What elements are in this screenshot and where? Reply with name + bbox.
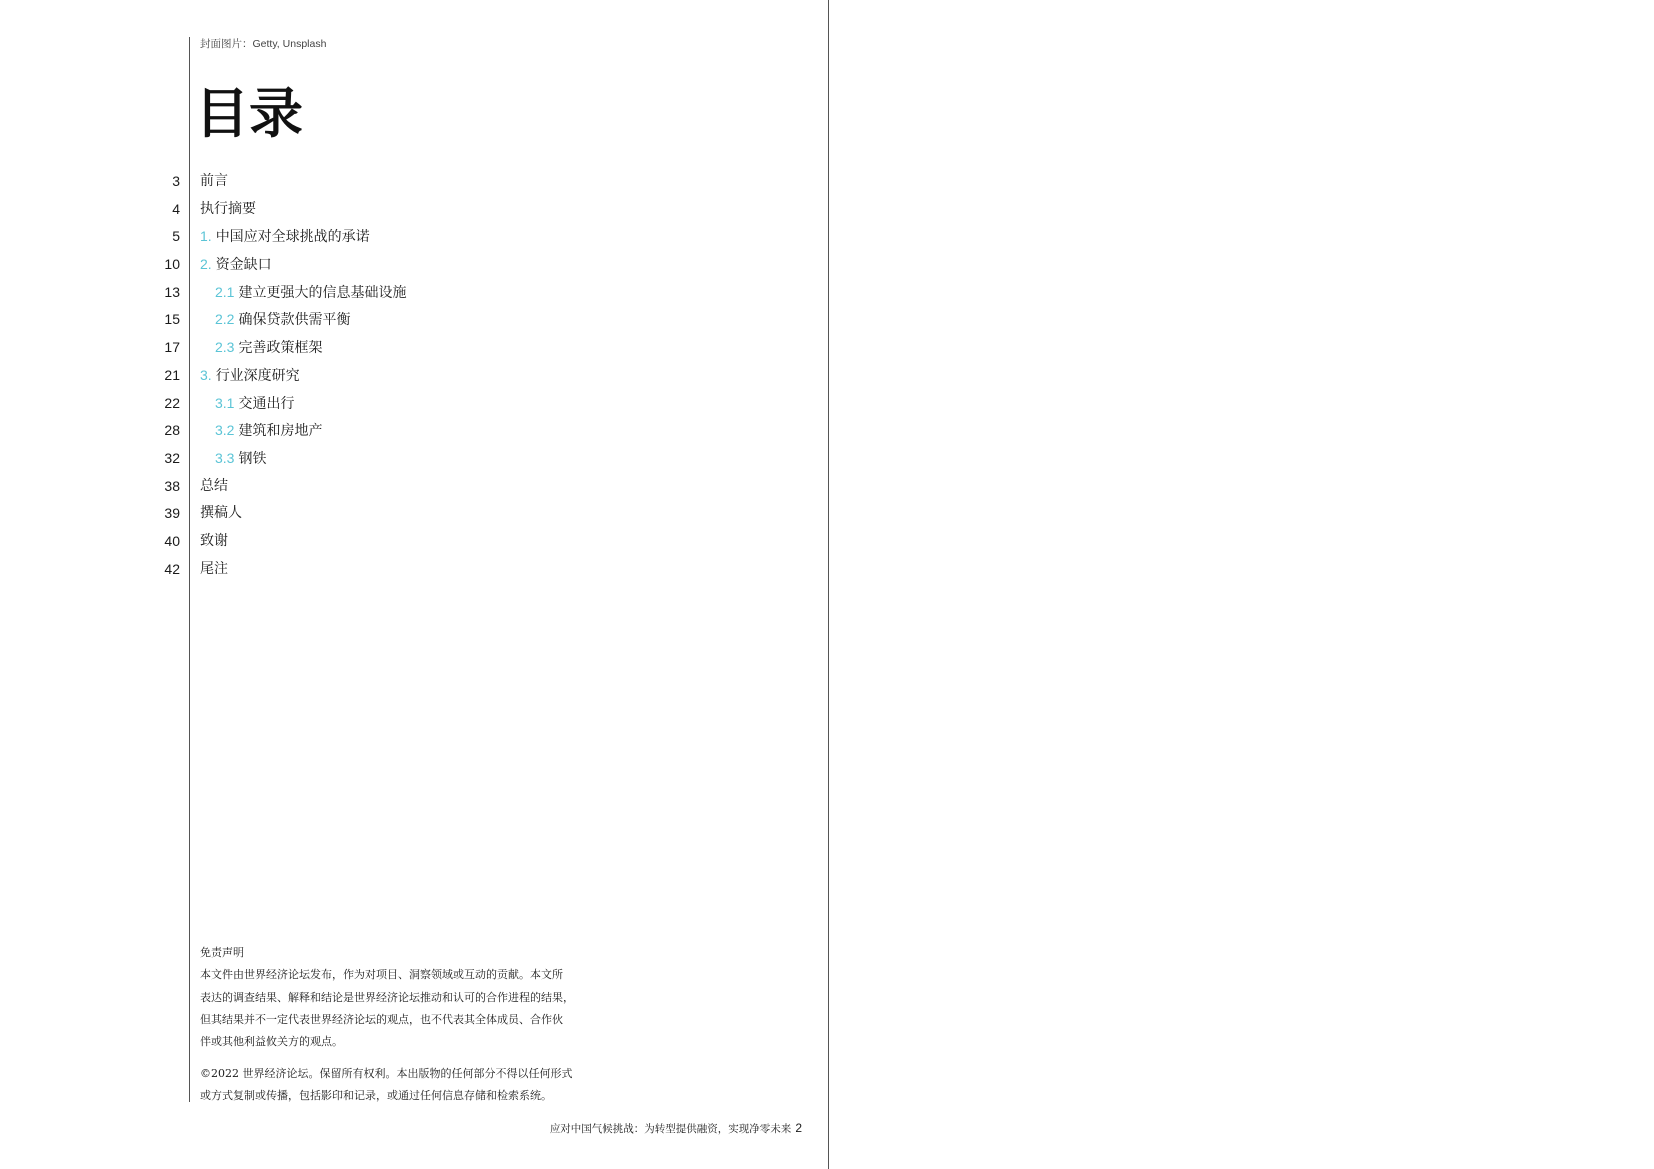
toc-section-number: 2.2 — [215, 311, 235, 328]
toc-page-number: 22 — [164, 394, 180, 411]
toc-page-number: 17 — [164, 339, 180, 356]
toc-page-number: 39 — [164, 505, 180, 522]
toc-page-number: 38 — [164, 477, 180, 494]
toc-section-number: 1. — [200, 228, 212, 245]
toc-row[interactable] — [0, 226, 828, 254]
toc-page-number: 28 — [164, 422, 180, 439]
copyright-line: 或方式复制或传播，包括影印和记录，或通过任何信息存储和检索系统。 — [200, 1089, 552, 1103]
toc-row[interactable] — [0, 254, 828, 282]
toc-entry[interactable] — [200, 254, 272, 275]
toc-page-number: 4 — [172, 200, 180, 217]
toc-page-number: 21 — [164, 366, 180, 383]
toc-entry-label: 执行摘要 — [200, 200, 256, 217]
cover-photo-credit: 封面图片：Getty, Unsplash — [200, 38, 327, 50]
toc-entry[interactable] — [215, 309, 350, 330]
toc-entry-label: 确保贷款供需平衡 — [238, 312, 351, 329]
toc-entry-label: 行业深度研究 — [215, 367, 300, 384]
footer-page-number: 2 — [795, 1121, 802, 1135]
toc-entry[interactable] — [200, 226, 370, 247]
toc-section-number: 3.2 — [215, 422, 235, 439]
toc-entry[interactable] — [200, 531, 228, 551]
toc-entry[interactable] — [200, 199, 256, 219]
toc-row[interactable] — [0, 476, 828, 504]
toc-row[interactable] — [0, 559, 828, 587]
toc-entry[interactable] — [215, 282, 406, 303]
toc-entry-label: 中国应对全球挑战的承诺 — [215, 229, 370, 246]
toc-page-number: 42 — [164, 560, 180, 577]
toc-entry-label: 钢铁 — [238, 450, 267, 467]
toc-row[interactable] — [0, 337, 828, 365]
toc-entry[interactable] — [200, 365, 300, 386]
footer-title: 应对中国气候挑战：为转型提供融资，实现净零未来 — [549, 1123, 792, 1135]
toc-row[interactable] — [0, 199, 828, 227]
toc-row[interactable] — [0, 531, 828, 559]
toc-entry-label: 尾注 — [200, 560, 228, 577]
toc-entry-label: 完善政策框架 — [238, 340, 323, 357]
page-divider — [828, 0, 829, 1169]
toc-section-number: 2.3 — [215, 339, 235, 356]
toc-page-number: 5 — [172, 228, 180, 245]
toc-row[interactable] — [0, 365, 828, 393]
toc-page-number: 40 — [164, 532, 180, 549]
toc-entry[interactable] — [200, 503, 242, 523]
toc-row[interactable] — [0, 393, 828, 421]
disclaimer — [200, 942, 590, 1053]
toc-page-number: 3 — [172, 173, 180, 189]
disclaimer-line: 表达的调查结果、解释和结论是世界经济论坛推动和认可的合作进程的结果， — [200, 990, 574, 1004]
toc-section-number: 2. — [200, 256, 212, 273]
page-footer — [550, 1121, 802, 1136]
toc-entry[interactable] — [200, 476, 228, 496]
toc-page-number: 13 — [164, 283, 180, 300]
toc-section-number: 3.1 — [215, 394, 235, 411]
toc-row[interactable] — [0, 171, 828, 199]
disclaimer-line: 伴或其他利益攸关方的观点。 — [200, 1035, 343, 1049]
copyright-line: ©2022 世界经济论坛。保留所有权利。本出版物的任何部分不得以任何形式 — [200, 1067, 573, 1080]
toc-entry[interactable] — [215, 448, 266, 469]
toc-page-number: 15 — [164, 311, 180, 328]
toc-row[interactable] — [0, 448, 828, 476]
toc-entry-label: 总结 — [200, 477, 228, 494]
toc-entry-label: 致谢 — [200, 532, 228, 549]
toc-entry[interactable] — [215, 393, 294, 414]
toc-entry[interactable] — [200, 171, 228, 191]
toc-page-number: 32 — [164, 449, 180, 466]
toc-section-number: 3. — [200, 366, 212, 383]
toc-section-number: 2.1 — [215, 283, 235, 300]
toc-entry[interactable] — [200, 559, 228, 579]
toc-entry-label: 建筑和房地产 — [238, 423, 323, 440]
toc-entry[interactable] — [215, 337, 322, 358]
toc-entry-label: 建立更强大的信息基础设施 — [238, 284, 407, 301]
copyright-notice — [200, 1063, 590, 1108]
toc-row[interactable] — [0, 420, 828, 448]
toc-entry-label: 前言 — [200, 173, 228, 189]
toc-title: 目录 — [195, 81, 303, 145]
toc-entry-label: 撰稿人 — [200, 505, 242, 522]
table-of-contents — [0, 171, 828, 586]
disclaimer-line: 本文件由世界经济论坛发布，作为对项目、洞察领域或互动的贡献。本文所 — [200, 968, 563, 982]
toc-entry-label: 资金缺口 — [215, 257, 272, 274]
toc-entry-label: 交通出行 — [238, 395, 295, 412]
toc-row[interactable] — [0, 309, 828, 337]
toc-entry[interactable] — [215, 420, 322, 441]
disclaimer-body — [200, 964, 590, 1053]
toc-page-number: 10 — [164, 256, 180, 273]
toc-row[interactable] — [0, 282, 828, 310]
disclaimer-heading: 免责声明 — [200, 946, 244, 959]
disclaimer-line: 但其结果并不一定代表世界经济论坛的观点，也不代表其全体成员、合作伙 — [200, 1012, 563, 1026]
toc-row[interactable] — [0, 503, 828, 531]
toc-section-number: 3.3 — [215, 449, 235, 466]
